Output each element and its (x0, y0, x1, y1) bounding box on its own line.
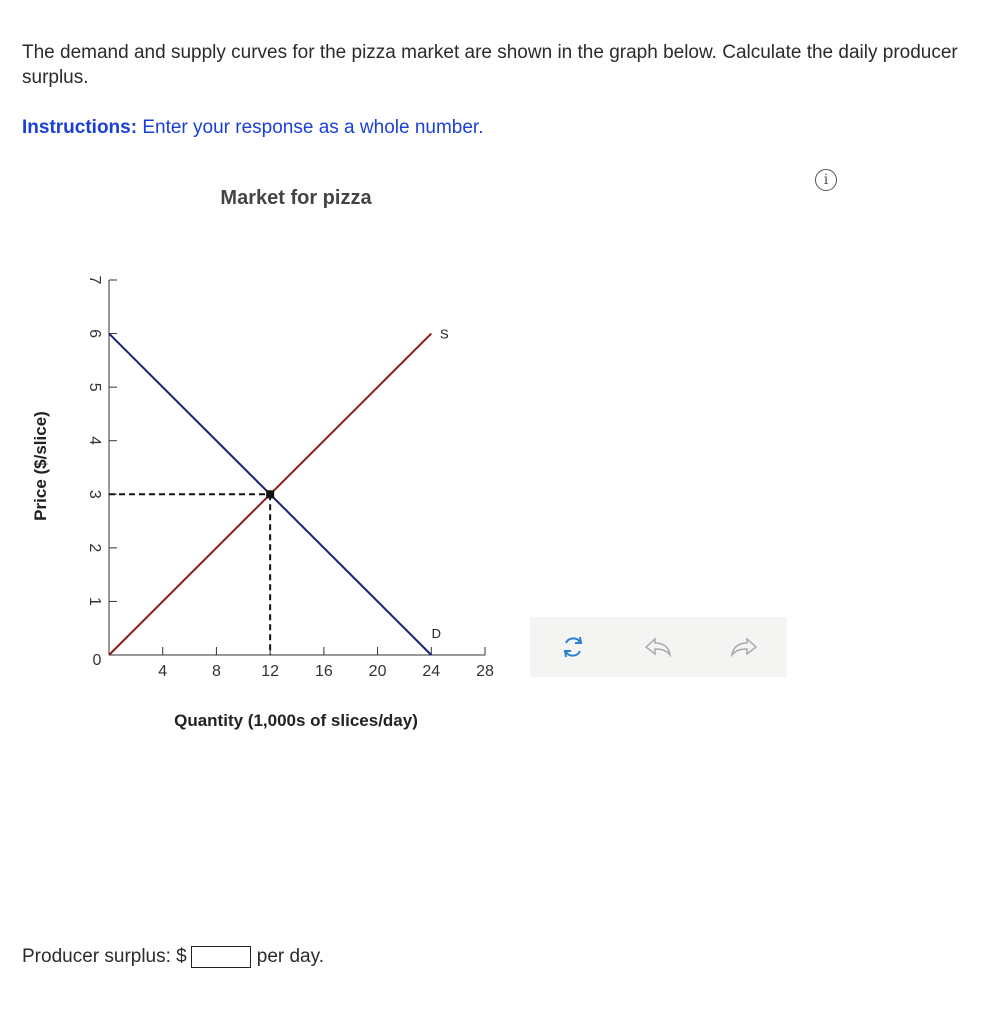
y-axis-label: Price ($/slice) (31, 411, 50, 521)
y-tick-label: 4 (85, 436, 103, 446)
redo-button[interactable] (726, 629, 762, 665)
chart-title: Market for pizza (220, 187, 372, 209)
demand-label: D (431, 626, 441, 641)
undo-icon (643, 635, 673, 659)
y-tick-label: 7 (85, 275, 103, 285)
y-tick-label: 1 (85, 596, 103, 606)
producer-surplus-input[interactable] (191, 946, 251, 968)
answer-row (22, 946, 324, 968)
question-text: The demand and supply curves for the pizza market are shown in the graph below. Calculate the daily producer surplus. (22, 42, 958, 88)
info-icon[interactable]: i (815, 169, 837, 191)
x-tick-label: 20 (368, 663, 387, 680)
x-axis-label: Quantity (1,000s of slices/day) (174, 711, 418, 730)
instructions (22, 117, 483, 139)
y-tick-label: 3 (85, 489, 103, 499)
y-tick-label: 5 (85, 382, 103, 392)
x-tick-label: 12 (261, 663, 280, 680)
x-tick-label: 24 (422, 663, 441, 680)
reset-button[interactable] (555, 629, 591, 665)
x-tick-label: 28 (476, 663, 494, 680)
equilibrium-point (266, 490, 274, 498)
undo-button[interactable] (640, 629, 676, 665)
reset-icon (560, 634, 586, 660)
y-tick-label: 0 (92, 652, 102, 669)
instructions-text: Enter your response as a whole number. (142, 117, 484, 138)
answer-label: Producer surplus: $ (22, 946, 187, 967)
supply-label: S (439, 326, 449, 342)
y-tick-label: 2 (85, 543, 103, 553)
answer-suffix: per day. (256, 946, 324, 967)
x-tick-label: 8 (211, 663, 221, 680)
x-tick-label: 4 (158, 663, 168, 680)
x-tick-label: 16 (314, 663, 333, 680)
graph-toolbar (530, 617, 787, 677)
pizza-market-chart (0, 170, 560, 770)
redo-icon (729, 635, 759, 659)
y-tick-label: 6 (85, 329, 103, 339)
instructions-lead: Instructions: (22, 117, 138, 138)
